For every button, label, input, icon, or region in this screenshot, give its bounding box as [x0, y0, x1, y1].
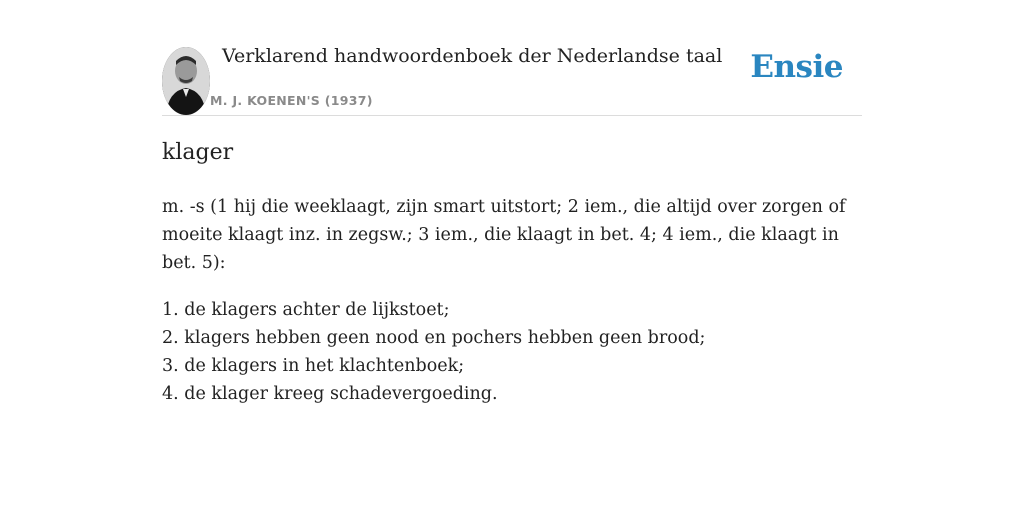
example-item: 1. de klagers achter de lijkstoet; — [162, 300, 450, 320]
author-portrait — [162, 47, 210, 115]
entry-definition: m. -s (1 hij die weeklaagt, zijn smart uitstort; 2 iem., die altijd over zorgen of moeite klaagt inz. in zegsw.; 3 iem., die klaagt in bet. 4; 4 iem., die klaagt in bet. 5): — [162, 197, 846, 273]
book-author: M. J. KOENEN'S (1937) — [210, 93, 373, 108]
example-list — [162, 296, 852, 408]
ensie-logo-link[interactable]: Ensie — [750, 49, 843, 85]
dictionary-header — [162, 44, 862, 116]
example-item: 3. de klagers in het klachtenboek; — [162, 356, 465, 376]
book-title: Verklarend handwoordenboek der Nederlandse taal — [222, 45, 723, 67]
entry-headword: klager — [162, 140, 234, 165]
example-item: 2. klagers hebben geen nood en pochers hebben geen brood; — [162, 328, 706, 348]
author-portrait-image — [162, 47, 210, 115]
example-item: 4. de klager kreeg schadevergoeding. — [162, 384, 498, 404]
